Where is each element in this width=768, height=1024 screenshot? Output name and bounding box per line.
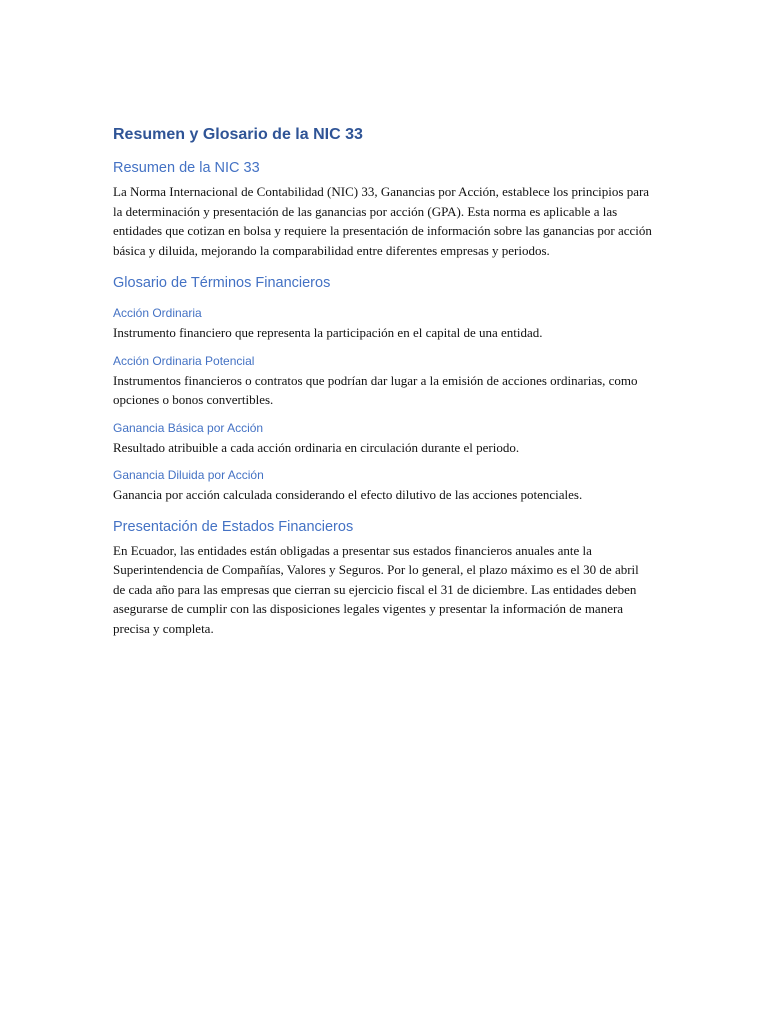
document-title: Resumen y Glosario de la NIC 33 bbox=[113, 126, 363, 143]
term-definition: Instrumentos financieros o contratos que podrían dar lugar a la emisión de acciones ordinarias, como opciones o bonos convertibles. bbox=[113, 372, 638, 407]
term-definition: Resultado atribuible a cada acción ordinaria en circulación durante el periodo. bbox=[113, 439, 520, 455]
term-title: Ganancia Básica por Acción bbox=[113, 420, 264, 435]
presentation-paragraph: En Ecuador, las entidades están obligadas a presentar sus estados financieros anuales ante la Superintendencia de Compañías, Valores y Seguros. Por lo general, el plazo máximo es el 30 de abril de cada año para las empresas que cierran su ejercicio fiscal el 31 de diciembre. Las entidades deben asegurarse de cumplir con las disposiciones legales vigentes y presentar la información de manera precisa y completa. bbox=[113, 542, 639, 636]
glossary-heading: Glosario de Términos Financieros bbox=[113, 275, 331, 291]
glossary-section bbox=[113, 273, 653, 505]
term-title: Ganancia Diluida por Acción bbox=[113, 468, 264, 482]
presentation-heading: Presentación de Estados Financieros bbox=[113, 518, 354, 535]
term-title: Acción Ordinaria Potencial bbox=[113, 353, 255, 368]
term-title: Acción Ordinaria bbox=[113, 306, 202, 320]
glossary-term-accion-ordinaria bbox=[113, 305, 653, 343]
glossary-term-ganancia-basica bbox=[113, 420, 653, 458]
summary-paragraph: La Norma Internacional de Contabilidad (NIC) 33, Ganancias por Acción, establece los principios para la determinación y presentación de las ganancias por acción (GPA). Esta norma es aplicable a las entidades que cotizan en bolsa y requiere la presentación de información sobre las ganancias por acción básica y diluida, mejorando la comparabilidad entre diferentes empresas y periodos. bbox=[113, 184, 652, 258]
glossary-term-ganancia-diluida bbox=[113, 467, 653, 505]
presentation-section bbox=[113, 517, 653, 639]
document-content bbox=[113, 124, 653, 638]
term-definition: Ganancia por acción calculada considerando el efecto dilutivo de las acciones potenciales. bbox=[113, 487, 583, 502]
glossary-term-accion-ordinaria-potencial bbox=[113, 353, 653, 410]
summary-section bbox=[113, 158, 653, 260]
term-definition: Instrumento financiero que representa la participación en el capital de una entidad. bbox=[113, 325, 543, 340]
summary-heading: Resumen de la NIC 33 bbox=[113, 160, 260, 176]
